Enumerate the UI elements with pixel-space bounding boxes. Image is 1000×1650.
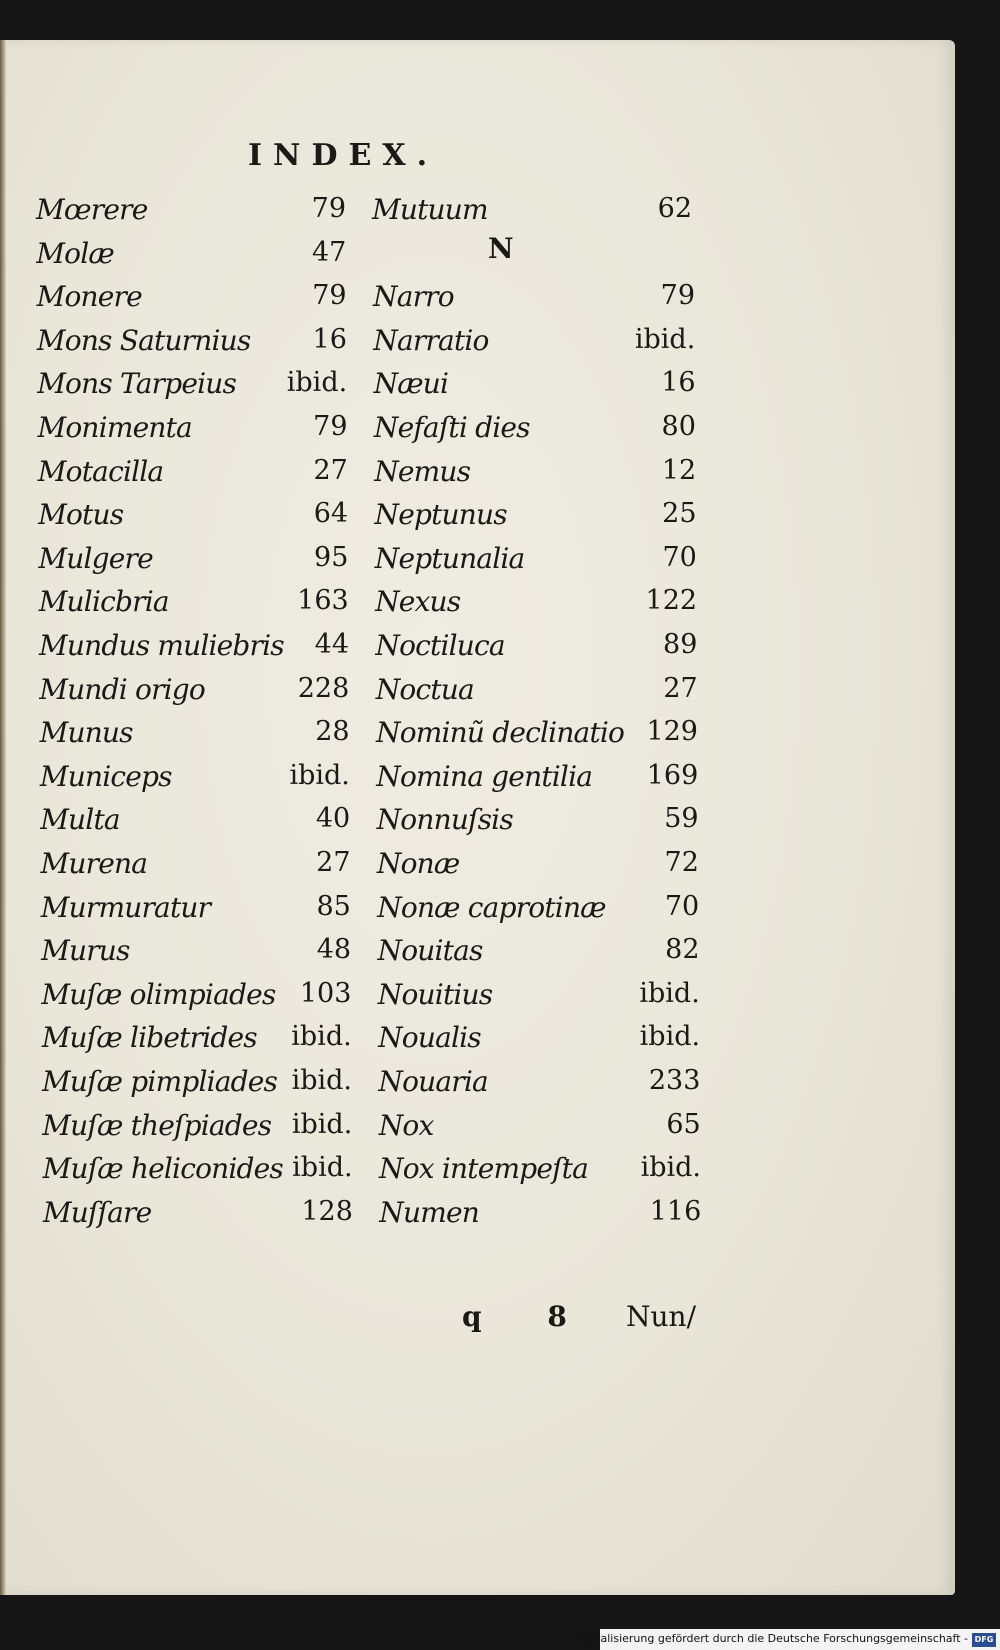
index-term: Narratio bbox=[373, 323, 489, 357]
page-reference: 40 bbox=[315, 803, 351, 835]
page-reference: 48 bbox=[316, 934, 352, 966]
index-term: Muſæ olimpiades bbox=[41, 977, 276, 1011]
page-reference: ibid. bbox=[291, 1065, 352, 1096]
left-index-entry bbox=[39, 629, 349, 673]
index-term: Nonnuſsis bbox=[376, 803, 513, 837]
right-index-entry bbox=[377, 847, 699, 891]
left-index-entry bbox=[40, 760, 350, 804]
page-reference: 72 bbox=[664, 847, 699, 878]
index-term: Motacilla bbox=[37, 454, 164, 488]
page-reference: 64 bbox=[313, 498, 349, 530]
page-reference: 27 bbox=[316, 847, 351, 878]
right-index-entry bbox=[376, 673, 698, 717]
right-index-entry bbox=[376, 760, 698, 804]
page-reference: 12 bbox=[661, 454, 697, 486]
page-title: INDEX. bbox=[248, 138, 439, 173]
page-reference: ibid. bbox=[291, 1021, 352, 1053]
left-index-entry bbox=[36, 237, 346, 281]
page-reference: 79 bbox=[313, 411, 348, 442]
left-index-entry bbox=[37, 367, 347, 411]
right-index-entry bbox=[374, 455, 696, 499]
index-term: Numen bbox=[379, 1195, 479, 1229]
page-reference: 70 bbox=[662, 541, 697, 573]
right-index-entry bbox=[375, 498, 697, 542]
index-term: Murus bbox=[41, 934, 130, 968]
index-term: Murena bbox=[40, 847, 148, 880]
index-term: Municeps bbox=[39, 759, 172, 793]
index-term: Mundus muliebris bbox=[39, 629, 284, 662]
left-index-entry bbox=[38, 411, 348, 455]
page-gutter-edge bbox=[0, 40, 6, 1595]
index-term: Nexus bbox=[375, 585, 461, 619]
page-reference: 28 bbox=[315, 716, 350, 748]
page-reference: 27 bbox=[313, 454, 348, 486]
left-index-entry bbox=[41, 891, 351, 935]
index-term: Nouitius bbox=[377, 977, 493, 1011]
left-index-entry bbox=[36, 193, 346, 237]
right-index-entry bbox=[378, 1021, 700, 1065]
index-term: Neptunalia bbox=[374, 541, 525, 575]
index-term: Murmuratur bbox=[40, 890, 211, 924]
dfg-logo: DFG bbox=[972, 1633, 996, 1647]
right-index-entry bbox=[378, 934, 700, 978]
signature-mark: q 8 bbox=[462, 1300, 595, 1333]
index-term: Nefaſti dies bbox=[373, 411, 530, 444]
left-index-entry bbox=[38, 542, 348, 586]
index-term: Nemus bbox=[374, 454, 471, 488]
index-term: Muſæ heliconides bbox=[42, 1152, 283, 1186]
right-index-entry bbox=[375, 585, 697, 629]
index-term: Nonæ caprotinæ bbox=[377, 890, 606, 924]
page-reference: 228 bbox=[297, 672, 350, 704]
index-term: Molæ bbox=[36, 236, 114, 270]
page-reference: 16 bbox=[312, 323, 347, 355]
index-term: Noualis bbox=[378, 1021, 481, 1055]
page-reference: 65 bbox=[666, 1108, 701, 1140]
right-index-entry bbox=[375, 629, 697, 673]
left-index-entry bbox=[41, 934, 351, 978]
left-index-entry bbox=[42, 1065, 352, 1109]
right-index-entry bbox=[374, 411, 696, 455]
page-reference: ibid. bbox=[292, 1152, 353, 1184]
left-index-entry bbox=[37, 280, 347, 324]
index-term: Mœrere bbox=[36, 193, 148, 226]
right-index-entry bbox=[375, 542, 697, 586]
page-reference: 128 bbox=[301, 1195, 353, 1227]
left-index-entry bbox=[41, 847, 351, 891]
right-index-entry bbox=[379, 1196, 701, 1240]
index-term: Mutuum bbox=[372, 193, 488, 226]
index-term: Muſæ libetrides bbox=[41, 1021, 257, 1055]
index-term: Muſſare bbox=[42, 1195, 152, 1229]
page-reference: 95 bbox=[314, 541, 349, 573]
page-reference: 169 bbox=[646, 759, 699, 791]
page-reference: 89 bbox=[663, 629, 698, 660]
index-term: Næui bbox=[373, 367, 449, 401]
index-term: Nox bbox=[378, 1108, 434, 1142]
index-term: Mundi origo bbox=[39, 672, 205, 706]
index-term: Mons Saturnius bbox=[36, 323, 251, 357]
right-index-entry bbox=[378, 978, 700, 1022]
index-term: Muſæ theſpiades bbox=[42, 1108, 272, 1142]
index-term: Motus bbox=[38, 498, 124, 532]
page-reference: 62 bbox=[657, 193, 692, 224]
index-term: Muſæ pimpliades bbox=[42, 1065, 278, 1098]
index-term: Munus bbox=[39, 716, 133, 750]
left-index-entry bbox=[40, 716, 350, 760]
left-index-entry bbox=[41, 978, 351, 1022]
index-term: Monere bbox=[36, 280, 142, 314]
section-heading-n: N bbox=[488, 232, 514, 265]
left-index-entry bbox=[43, 1196, 353, 1240]
right-index-entry bbox=[374, 367, 696, 411]
page-reference: ibid. bbox=[639, 977, 700, 1009]
index-term: Nox intempeſta bbox=[379, 1152, 589, 1186]
left-index-entry bbox=[42, 1021, 352, 1065]
page-reference: 79 bbox=[311, 193, 346, 224]
right-index-entry bbox=[377, 803, 699, 847]
right-index-entry bbox=[379, 1109, 701, 1153]
catchword: Nun/ bbox=[626, 1300, 696, 1333]
index-term: Narro bbox=[373, 280, 454, 314]
right-index-entry bbox=[372, 193, 692, 237]
page-reference: 233 bbox=[648, 1065, 701, 1096]
index-term: Nomina gentilia bbox=[376, 759, 593, 793]
page-reference: ibid. bbox=[634, 323, 696, 355]
index-term: Nouaria bbox=[378, 1065, 488, 1098]
page-reference: 79 bbox=[312, 280, 347, 312]
page-reference: 80 bbox=[661, 411, 696, 442]
page-reference: 82 bbox=[665, 934, 700, 966]
index-term: Mons Tarpeius bbox=[37, 367, 237, 401]
digitization-credit: Digitalisierung gefördert durch die Deutsche Forschungsgemeinschaft - bbox=[574, 1632, 968, 1645]
page-reference: ibid. bbox=[640, 1152, 701, 1184]
page-reference: ibid. bbox=[291, 1108, 353, 1140]
page-reference: 85 bbox=[316, 890, 351, 922]
page-reference: 129 bbox=[646, 716, 698, 748]
page-reference: 70 bbox=[664, 890, 700, 922]
page-reference: 25 bbox=[662, 498, 697, 530]
page-reference: 44 bbox=[314, 629, 349, 660]
left-index-entry bbox=[39, 673, 349, 717]
index-term: Noctua bbox=[375, 672, 474, 706]
left-index-entry bbox=[42, 1109, 352, 1153]
right-index-entry bbox=[373, 280, 695, 324]
index-term: Neptunus bbox=[374, 498, 507, 532]
right-index-entry bbox=[373, 324, 695, 368]
right-index-entry bbox=[378, 1065, 700, 1109]
page-reference: 103 bbox=[299, 977, 352, 1009]
page-reference: ibid. bbox=[286, 367, 348, 399]
left-index-entry bbox=[38, 455, 348, 499]
left-index-entry bbox=[37, 324, 347, 368]
left-index-entry bbox=[39, 585, 349, 629]
index-term: Nouitas bbox=[377, 934, 483, 968]
right-index-entry bbox=[377, 891, 699, 935]
index-term: Nonæ bbox=[376, 847, 460, 880]
right-index-entry bbox=[379, 1152, 701, 1196]
page-reference: 59 bbox=[664, 803, 699, 835]
page-reference: 79 bbox=[660, 280, 695, 312]
page-reference: 47 bbox=[311, 236, 347, 268]
page-reference: 116 bbox=[649, 1195, 702, 1227]
index-term: Nominũ declinatio bbox=[376, 716, 625, 750]
index-term: Noctiluca bbox=[375, 629, 505, 662]
right-index-entry bbox=[376, 716, 698, 760]
page-reference: 27 bbox=[663, 672, 698, 704]
page-reference: ibid. bbox=[289, 759, 350, 791]
left-index-entry bbox=[43, 1152, 353, 1196]
left-index-entry bbox=[38, 498, 348, 542]
left-index-entry bbox=[40, 803, 350, 847]
index-term: Mulicbria bbox=[38, 585, 169, 619]
page-reference: ibid. bbox=[639, 1021, 701, 1053]
index-term: Multa bbox=[40, 803, 120, 837]
page-reference: 122 bbox=[645, 585, 698, 617]
index-term: Monimenta bbox=[37, 411, 192, 444]
page-reference: 163 bbox=[297, 585, 349, 617]
index-term: Mulgere bbox=[38, 541, 153, 575]
page-reference: 16 bbox=[661, 367, 696, 399]
